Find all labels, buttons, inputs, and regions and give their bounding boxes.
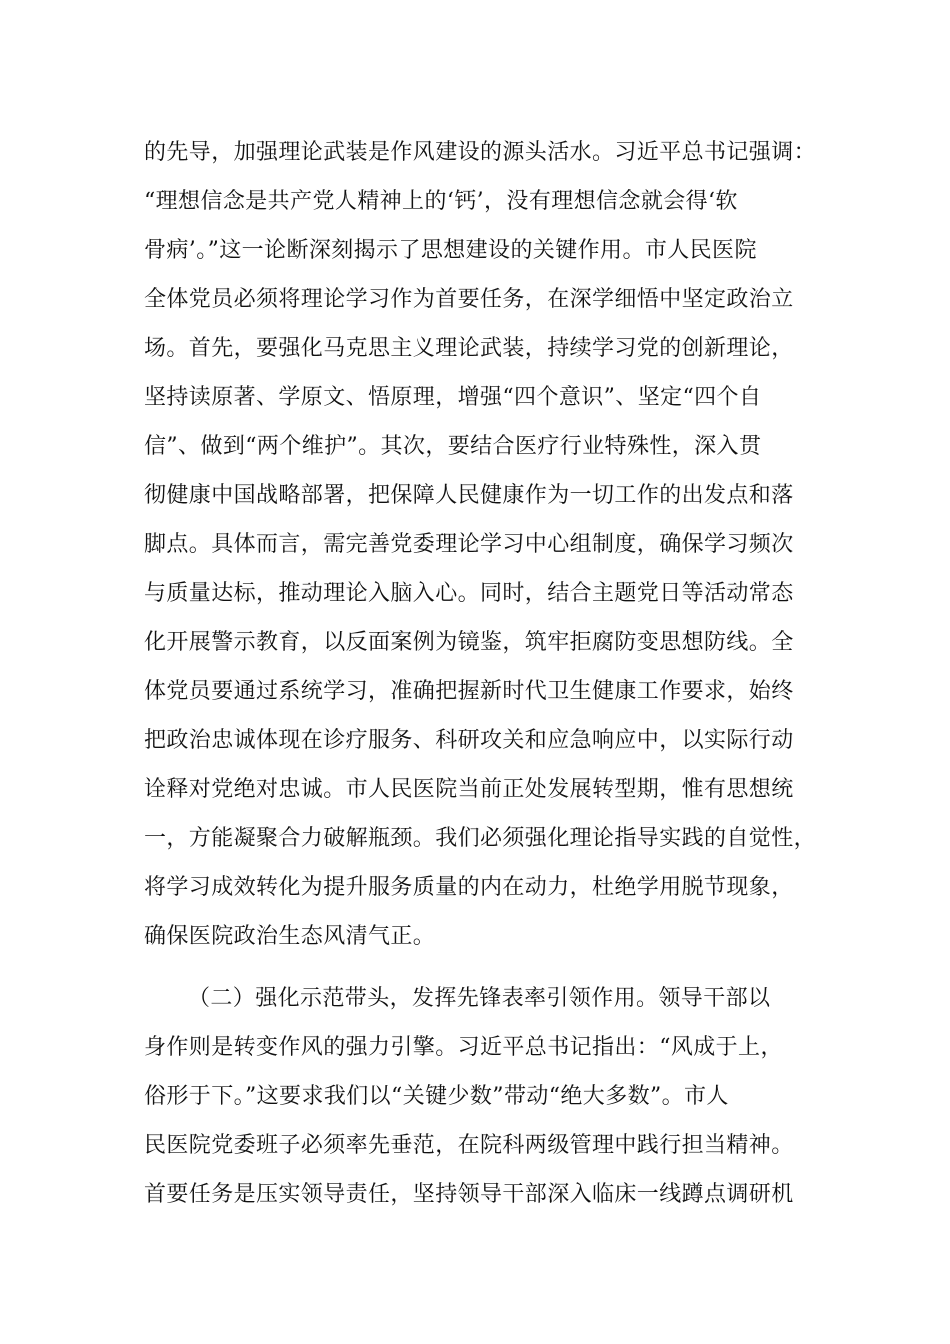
text-line: 信”、做到“两个维护”。其次，要结合医疗行业特殊性，深入贯: [144, 434, 762, 459]
text-line: 骨病’。”这一论断深刻揭示了思想建设的关键作用。市人民医院: [144, 238, 757, 263]
body-text: [144, 128, 824, 1219]
text-line: 首要任务是压实领导责任，坚持领导干部深入临床一线蹲点调研机: [144, 1182, 794, 1207]
text-line: 身作则是转变作风的强力引擎。习近平总书记指出：“风成于上，: [144, 1035, 783, 1060]
text-line: 场。首先，要强化马克思主义理论武装，持续学习党的创新理论，: [144, 336, 794, 361]
text-line: 的先导，加强理论武装是作风建设的源头活水。习近平总书记强调：: [144, 140, 817, 165]
text-line: 确保医院政治生态风清气正。: [144, 924, 436, 949]
text-line: 化开展警示教育，以反面案例为镜鉴，筑牢拒腐防变思想防线。全: [144, 630, 794, 655]
text-line: 与质量达标，推动理论入脑入心。同时，结合主题党日等活动常态: [144, 581, 794, 606]
text-line: “理想信念是共产党人精神上的‘钙’，没有理想信念就会得‘软: [144, 189, 738, 214]
paragraph-spacing: [144, 961, 824, 974]
text-line: 将学习成效转化为提升服务质量的内在动力，杜绝学用脱节现象，: [144, 875, 794, 900]
paragraph-2: [144, 974, 824, 1219]
text-line: 把政治忠诚体现在诊疗服务、科研攻关和应急响应中，以实际行动: [144, 728, 794, 753]
section-heading-line: （二）强化示范带头，发挥先锋表率引领作用。领导干部以: [188, 986, 771, 1011]
text-line: 一，方能凝聚合力破解瓶颈。我们必须强化理论指导实践的自觉性，: [144, 826, 817, 851]
text-line: 俗形于下。”这要求我们以“关键少数”带动“绝大多数”。市人: [144, 1084, 729, 1109]
text-line: 民医院党委班子必须率先垂范，在院科两级管理中践行担当精神。: [144, 1133, 794, 1158]
text-line: 全体党员必须将理论学习作为首要任务，在深学细悟中坚定政治立: [144, 287, 794, 312]
text-line: 脚点。具体而言，需完善党委理论学习中心组制度，确保学习频次: [144, 532, 794, 557]
text-line: 体党员要通过系统学习，准确把握新时代卫生健康工作要求，始终: [144, 679, 794, 704]
text-line: 彻健康中国战略部署，把保障人民健康作为一切工作的出发点和落: [144, 483, 794, 508]
paragraph-1: [144, 128, 824, 961]
text-line: 坚持读原著、学原文、悟原理，增强“四个意识”、坚定“四个自: [144, 385, 762, 410]
text-line: 诠释对党绝对忠诚。市人民医院当前正处发展转型期，惟有思想统: [144, 777, 794, 802]
